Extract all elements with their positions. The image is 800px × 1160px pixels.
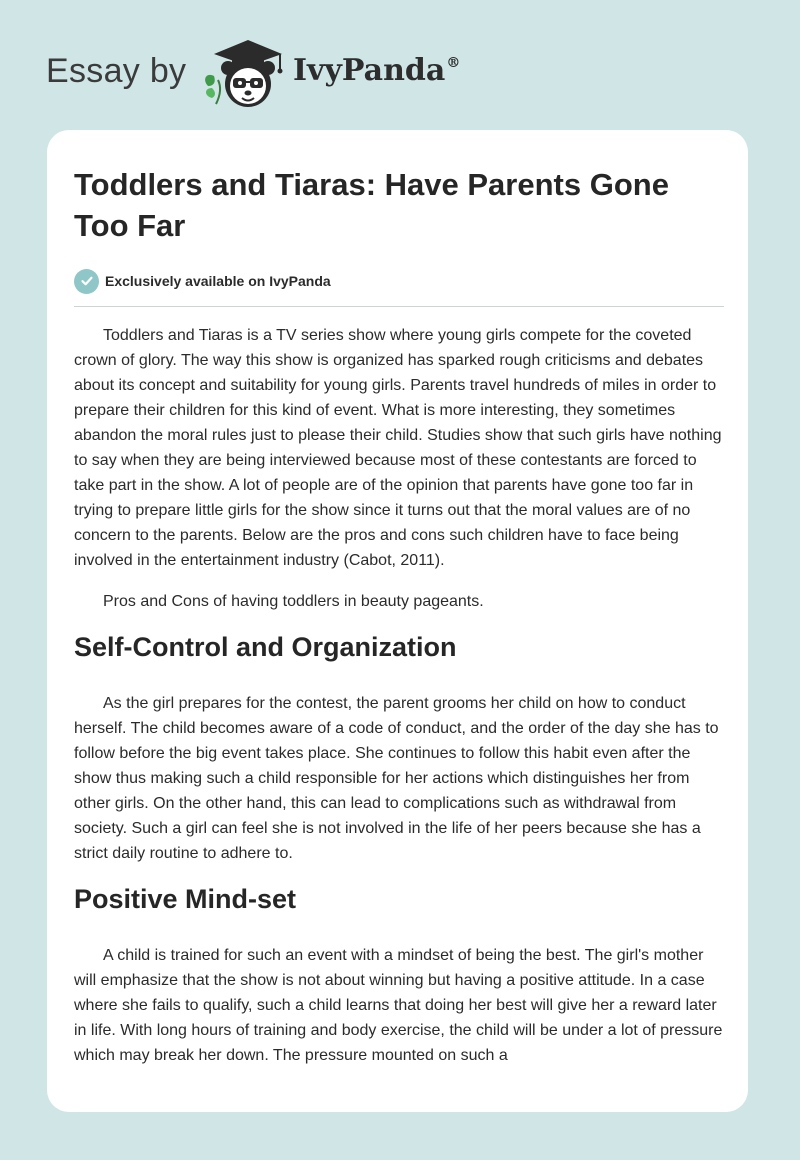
section-paragraph: A child is trained for such an event with a mindset of being the best. The girl's mother will emphasize that the show is not about winning but having a positive attitude. In a case where she fails to qualify, such a child learns that doing her best will give her a reward later in life. With long hours of training and body exercise, the child will be under a lot of pressure which may break her down. The pressure mounted on such a [74,947,723,1064]
section-paragraph: As the girl prepares for the contest, the parent grooms her child on how to conduct herself. The child becomes aware of a code of conduct, and the order of the day she has to follow before the big event takes place. She continues to follow this habit even after the show thus making such a child responsible for her actions which distinguishes her from other girls. On the other hand, this can lead to complications such as withdrawal from society. Such a girl can feel she is not involved in the life of her peers because she has a strict daily routine to adhere to. [74,695,719,862]
exclusive-text: Exclusively available on IvyPanda [105,273,331,289]
panda-graduate-icon[interactable] [202,36,288,110]
registered-mark: ® [446,55,461,71]
brand-prefix: Essay by [46,52,187,90]
exclusive-badge [74,267,724,295]
intro-paragraph: Pros and Cons of having toddlers in beauty pageants. [103,593,484,610]
essay-card [47,130,748,1112]
brand-header [46,36,486,110]
divider [74,306,724,307]
check-circle-icon [74,269,99,294]
essay-content [74,164,724,1084]
section-heading: Positive Mind-set [74,884,297,914]
brand-name-text: IvyPanda [293,53,446,88]
essay-title: Toddlers and Tiaras: Have Parents Gone Too Far [74,167,669,243]
intro-paragraph: Toddlers and Tiaras is a TV series show where young girls compete for the coveted crown of glory. The way this show is organized has sparked rough criticisms and debates about its concept and suitability for young girls. Parents travel hundreds of miles in order to prepare their children for this kind of event. What is more interesting, they sometimes abandon the moral rules just to please their child. Studies show that such girls have nothing to say when they are being interviewed because most of these contestants are forced to take part in the show. A lot of people are of the opinion that parents have gone too far in trying to prepare little girls for the show since it turns out that the moral values are of no concern to the parents. Below are the pros and cons such children have to face being involved in the entertainment industry (Cabot, 2011). [74,327,722,569]
brand-name[interactable] [293,53,460,88]
section-heading: Self-Control and Organization [74,632,457,662]
